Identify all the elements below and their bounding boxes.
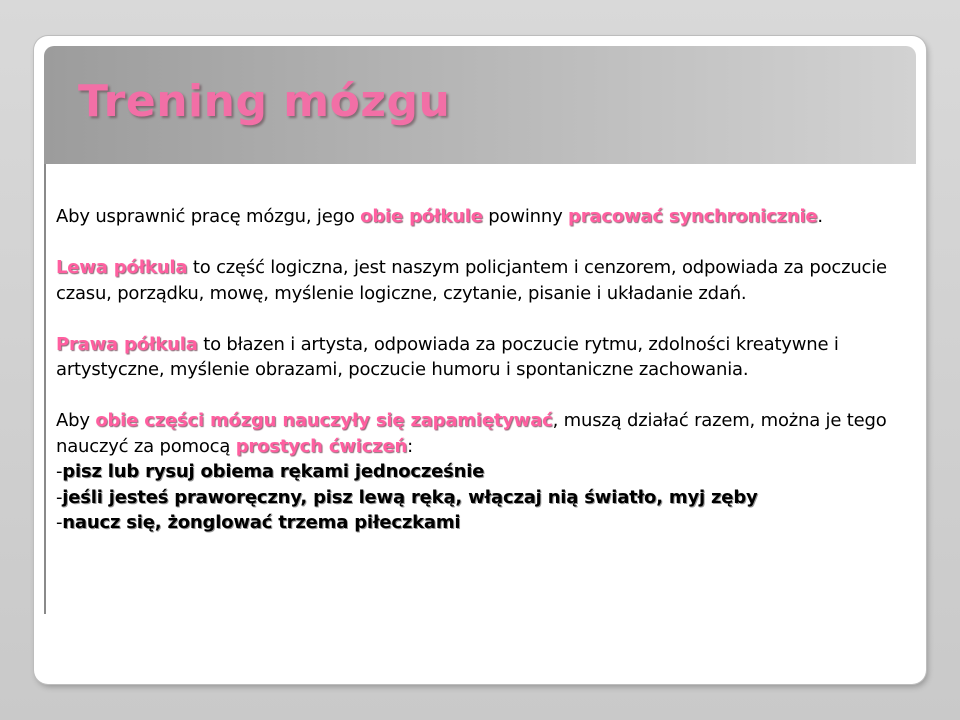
list-item bbox=[56, 510, 920, 536]
list-item bbox=[56, 459, 920, 485]
dash: - bbox=[56, 486, 63, 508]
slide-title: Trening mózgu bbox=[78, 76, 451, 127]
text: to część logiczna, jest naszym policjantem i cenzorem, odpowiada za poczucie czasu, porządku, mowę, myślenie logiczne, czytanie, pisanie i układanie zdań. bbox=[56, 257, 887, 304]
highlight-learn-to-memorize: obie części mózgu nauczyły się zapamiętywać bbox=[95, 410, 553, 431]
exercise-list bbox=[56, 459, 920, 536]
paragraph-exercises bbox=[56, 408, 920, 459]
highlight-both-hemispheres: obie półkule bbox=[360, 206, 483, 227]
list-item-text: pisz lub rysuj obiema rękami jednocześnie bbox=[62, 461, 485, 482]
text: Aby bbox=[56, 410, 96, 431]
list-item-text: jeśli jesteś praworęczny, pisz lewą ręką, włączaj nią światło, myj zęby bbox=[62, 486, 758, 508]
highlight-right-hemisphere: Prawa półkula bbox=[56, 333, 198, 355]
paragraph-intro bbox=[56, 204, 920, 230]
paragraph-left-hemisphere bbox=[56, 255, 920, 306]
text: , muszą działać razem, można je tego nauczyć za pomocą bbox=[56, 410, 887, 457]
text: to błazen i artysta, odpowiada za poczucie rytmu, zdolności kreatywne i artystyczne, myślenie obrazami, poczucie humoru i spontaniczne zachowania. bbox=[56, 333, 839, 380]
highlight-simple-exercises: prostych ćwiczeń bbox=[235, 435, 408, 457]
highlight-work-synchronously: pracować synchronicznie bbox=[568, 206, 818, 227]
text: Aby usprawnić pracę mózgu, jego bbox=[56, 206, 361, 227]
dash: - bbox=[56, 512, 63, 533]
left-divider bbox=[44, 164, 46, 614]
dash: - bbox=[56, 461, 63, 482]
text: : bbox=[407, 435, 413, 457]
list-item bbox=[56, 485, 920, 511]
paragraph-right-hemisphere bbox=[56, 332, 920, 383]
list-item-text: naucz się, żonglować trzema piłeczkami bbox=[62, 512, 461, 533]
slide bbox=[34, 36, 926, 684]
slide-content bbox=[56, 204, 920, 536]
highlight-left-hemisphere: Lewa półkula bbox=[56, 257, 188, 278]
text: powinny bbox=[482, 206, 569, 227]
text: . bbox=[817, 206, 823, 227]
